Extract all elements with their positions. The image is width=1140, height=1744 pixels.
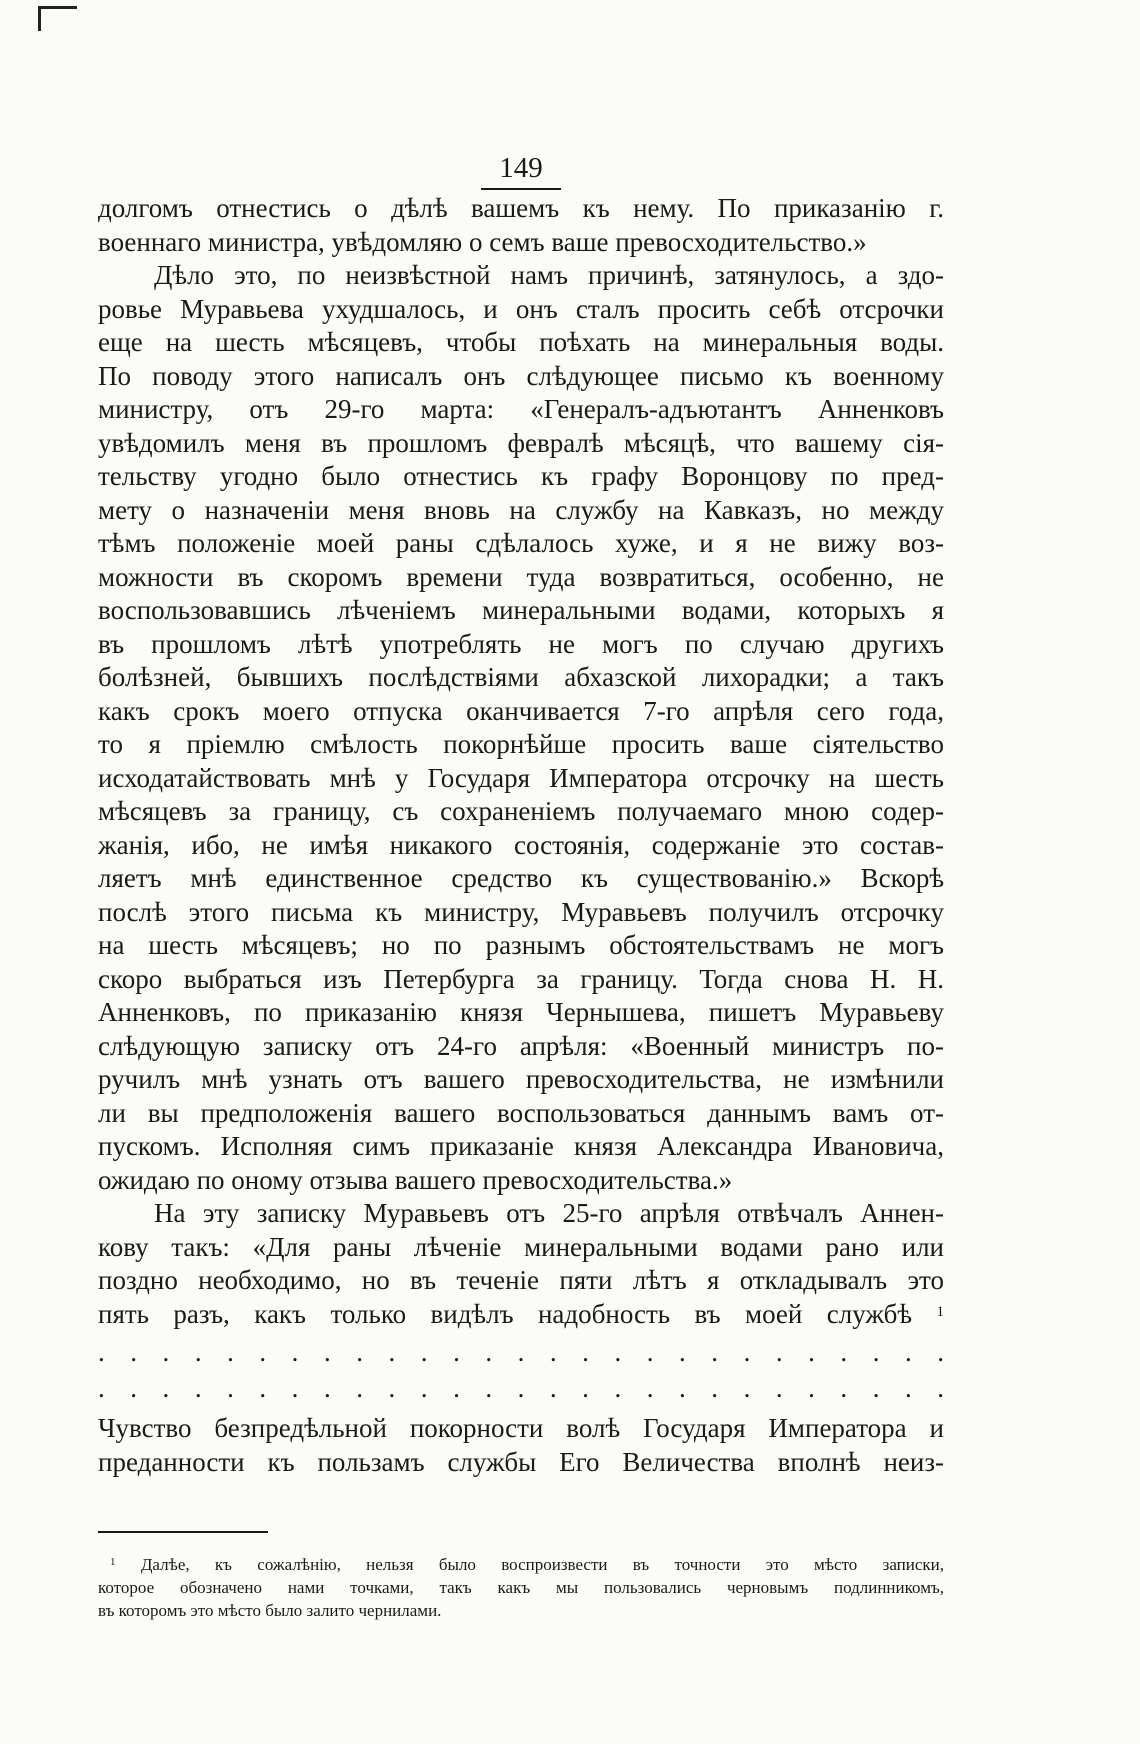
text-line: послѣ этого письма къ министру, Муравьевъ получилъ отсрочку xyxy=(98,896,944,927)
footnote-rule xyxy=(98,1531,268,1533)
text-line: министру, отъ 29-го марта: «Генералъ-адъютантъ Анненковъ xyxy=(98,394,944,424)
text-line: поздно необходимо, но въ теченіе пяти лѣтъ я откладывалъ это xyxy=(98,1265,944,1295)
scan-corner-mark xyxy=(38,6,77,31)
footnote-number: 1 xyxy=(110,1556,116,1568)
text-line: слѣдующую записку отъ 24-го апрѣля: «Военный министръ по- xyxy=(98,1030,944,1061)
text-line: исходатайствовать мнѣ у Государя Императора отсрочку на шесть xyxy=(98,762,944,793)
text-line: ровье Муравьева ухудшалось, и онъ сталъ просить себѣ отсрочки xyxy=(98,293,944,324)
text-line: долгомъ отнестись о дѣлѣ вашемъ къ нему. По приказанію г. xyxy=(98,193,944,223)
text-line: По поводу этого написалъ онъ слѣдующее письмо къ военному xyxy=(98,360,944,391)
text-line: какъ срокъ моего отпуска оканчивается 7-го апрѣля сего года, xyxy=(98,695,944,726)
text-line: мету о назначеніи меня вновь на службу на Кавказъ, но между xyxy=(98,494,944,525)
page-number: 149 xyxy=(98,150,944,192)
footnote xyxy=(98,1553,944,1622)
text-line: еще на шесть мѣсяцевъ, чтобы поѣхать на минеральныя воды. xyxy=(98,327,944,357)
footnote-line: въ которомъ это мѣсто было залито чернилами. xyxy=(98,1601,442,1620)
text-line: болѣзней, бывшихъ послѣдствіями абхазской лихорадки; а такъ xyxy=(98,662,944,692)
footnote-line: $^1$ Далѣе, къ сожалѣнію, нельзя было воспроизвести въ точности это мѣсто записки, xyxy=(110,1555,944,1574)
text-line: воспользовавшись лѣченіемъ минеральными водами, которыхъ я xyxy=(98,595,944,625)
text-line: тѣмъ положеніе моей раны сдѣлалось хуже, и я не вижу воз- xyxy=(98,528,944,558)
text-line: ляетъ мнѣ единственное средство къ существованію.» Вскорѣ xyxy=(98,863,944,893)
footnote-line: которое обозначено нами точками, такъ какъ мы пользовались черновымъ подлинникомъ, xyxy=(98,1578,944,1597)
text-line: увѣдомилъ меня въ прошломъ февралѣ мѣсяцѣ, что вашему сія- xyxy=(98,427,944,458)
text-line: мѣсяцевъ за границу, съ сохраненіемъ получаемаго мною содер- xyxy=(98,796,944,826)
footnote-reference: 1 xyxy=(936,1303,944,1320)
ellipsis-row: . . . . . . . . . . . . . . . . . . . . . . . . . . . xyxy=(98,1337,944,1367)
ellipsis-row: . . . . . . . . . . . . . . . . . . . . . . . . . . . xyxy=(98,1373,944,1403)
text-line: въ прошломъ лѣтѣ употреблять не могъ по случаю другихъ xyxy=(98,628,944,659)
text-line: Дѣло это, по неизвѣстной намъ причинѣ, затянулось, а здо- xyxy=(154,260,944,290)
text-line: кову такъ: «Для раны лѣченіе минеральными водами рано или xyxy=(98,1231,944,1262)
text-line: преданности къ пользамъ службы Его Величества вполнѣ неиз- xyxy=(98,1446,944,1477)
text-line: На эту записку Муравьевъ отъ 25-го апрѣля отвѣчалъ Аннен- xyxy=(154,1198,944,1228)
text-line: пускомъ. Исполняя симъ приказаніе князя Александра Ивановича, xyxy=(98,1131,944,1161)
text-line: военнаго министра, увѣдомляю о семъ ваше превосходительство.» xyxy=(98,226,867,257)
text-line: ли вы предположенія вашего воспользоваться даннымъ вамъ от- xyxy=(98,1097,944,1128)
text-line: ожидаю по оному отзыва вашего превосходительства.» xyxy=(98,1164,733,1195)
text-line: Чувство безпредѣльной покорности волѣ Государя Императора и xyxy=(98,1413,944,1443)
text-line: Анненковъ, по приказанію князя Чернышева, пишетъ Муравьеву xyxy=(98,997,944,1027)
text-line: то я пріемлю смѣлость покорнѣйше просить ваше сіятельство xyxy=(98,729,944,759)
book-page xyxy=(98,150,944,1622)
text-line: тельству угодно было отнестись къ графу Воронцову по пред- xyxy=(98,461,944,491)
text-line: ручилъ мнѣ узнать отъ вашего превосходительства, не измѣнили xyxy=(98,1064,944,1094)
text-line: скоро выбраться изъ Петербурга за границу. Тогда снова Н. Н. xyxy=(98,963,944,994)
text-line: можности въ скоромъ времени туда возвратиться, особенно, не xyxy=(98,561,944,592)
text-line: пять разъ, какъ только видѣлъ надобность въ моей службѣ $^1$ xyxy=(98,1298,944,1329)
text-line: на шесть мѣсяцевъ; но по разнымъ обстоятельствамъ не могъ xyxy=(98,930,944,960)
page-body xyxy=(98,192,944,1479)
text-line: жанія, ибо, не имѣя никакого состоянія, содержаніе это состав- xyxy=(98,829,944,860)
